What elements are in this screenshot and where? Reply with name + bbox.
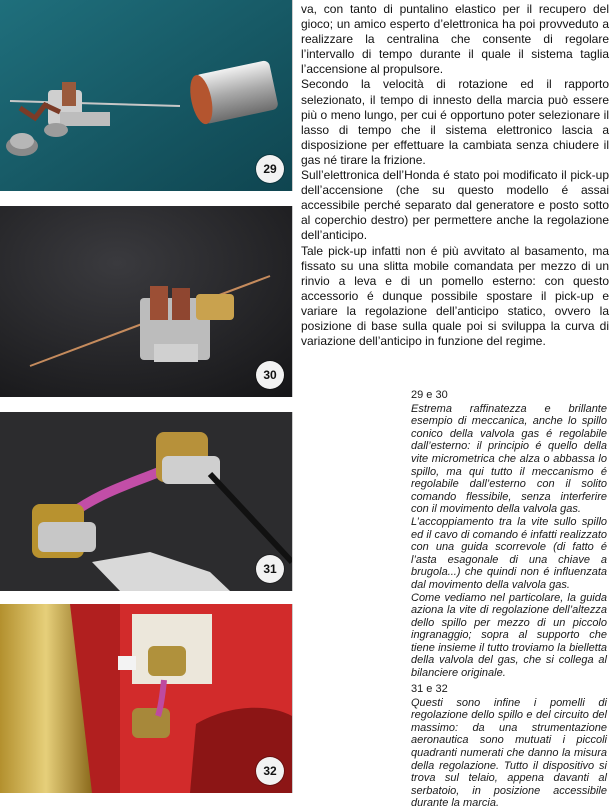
figure-30-illustration	[0, 206, 292, 397]
figure-31-illustration	[0, 412, 292, 591]
figure-number-badge: 31	[256, 555, 284, 583]
caption-paragraph: L’accoppiamento tra la vite sullo spillo ed il cavo di comando é infatti realizzato con una guida scorrevole (di fatto é l’asta esagonale di una chiave a brugola...) che quindi non é influenzata dal movimento della valvola gas.	[411, 515, 607, 591]
body-paragraph: va, con tanto di puntalino elastico per il recupero del gioco; un amico esperto d’elettronica ha poi provveduto a realizzare la centralina che consente di regolare l’intervallo di tempo durante il quale il sistema taglia l’accensione al propulsore.	[301, 2, 609, 77]
caption-paragraph: Estrema raffinatezza e brillante esempio di meccanica, anche lo spillo conico della valvola gas é regolabile dall’esterno: il principio é quello della vite micrometrica che alza o abbassa lo spillo, ma qui tutto il meccanismo é regolabile dall’esterno con il solito comando flessibile, senza interferire con il movimento della valvola gas.	[411, 402, 607, 516]
caption-heading: 31 e 32	[411, 683, 448, 695]
caption-31-32	[411, 683, 607, 810]
caption-paragraph: Questi sono infine i pomelli di regolazione dello spillo e del circuito del massimo: da una strumentazione aeronautica sono mutuati i piccoli quadranti numerati che danno la misura della regolazione. Tutto il dispositivo si trova sul telaio, appena davanti al serbatoio, in posizione accessibile durante la marcia.	[411, 696, 607, 810]
figure-number-badge: 30	[256, 361, 284, 389]
caption-29-30	[411, 389, 607, 680]
body-paragraph: Secondo la velocità di rotazione ed il rapporto selezionato, il tempo di innesto della marcia può essere più o meno lungo, per cui é opportuno poter selezionare il lasso di tempo che il sistema elettronico lascia a disposizione per effettuare la cambiata senza chiudere il gas né tirare la frizione.	[301, 77, 609, 167]
figure-31-photo	[0, 412, 293, 591]
body-paragraph: Sull’elettronica dell’Honda é stato poi modificato il pick-up dell’accensione (che su questo modello é assai accessibile perché separato dal generatore e posto sotto al coperchio destro) per permettere anche la regolazione dell’anticipo.	[301, 168, 609, 243]
caption-heading: 29 e 30	[411, 389, 448, 401]
caption-paragraph: Come vediamo nel particolare, la guida aziona la vite di regolazione dell’altezza dello spillo per mezzo di un piccolo ingranaggio; sopra al supporto che tiene insieme il tutto troviamo la bielletta della valvola del gas, che si collega al bilanciere originale.	[411, 591, 607, 680]
figure-29-photo	[0, 0, 293, 191]
figure-32-photo	[0, 604, 293, 793]
figure-32-illustration	[0, 604, 292, 793]
figure-number-badge: 32	[256, 757, 284, 785]
figure-number-badge: 29	[256, 155, 284, 183]
figure-29-illustration	[0, 0, 292, 191]
article-body	[301, 2, 609, 349]
body-paragraph: Tale pick-up infatti non é più avvitato al basamento, ma fissato su una slitta mobile comandata per mezzo di un rinvio a leva e di un pomello esterno: con questo accessorio é dunque possibile spostare il pick-up e variare la regolazione dell’anticipo statico, ovvero la posizione di base sulla quale poi si sviluppa la curva di variazione dell’anticipo in funzione del regime.	[301, 243, 609, 349]
figure-30-photo	[0, 206, 293, 397]
